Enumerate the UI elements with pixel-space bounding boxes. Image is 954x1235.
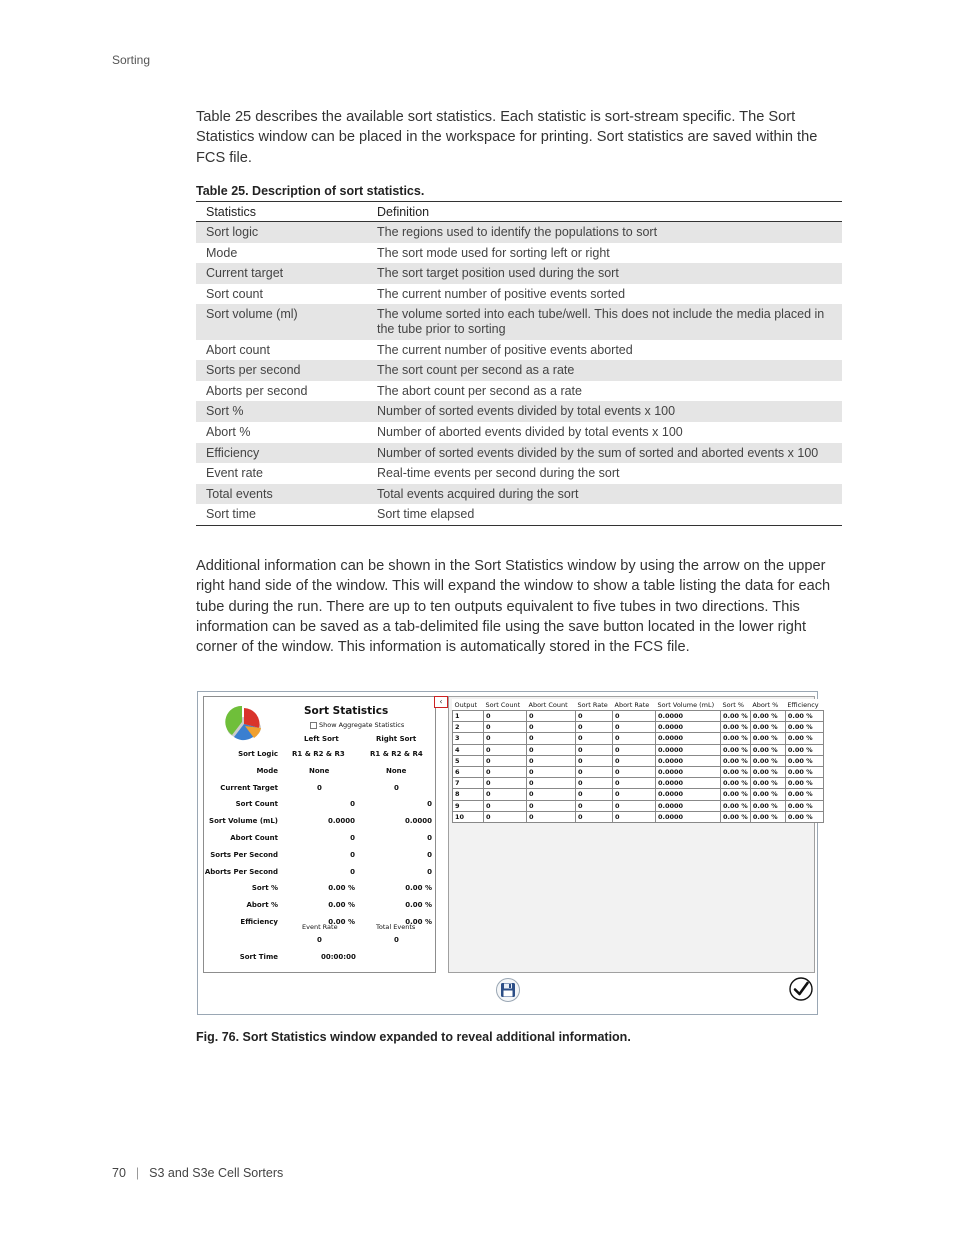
right-sort-value: 0.0000 (404, 817, 432, 825)
figure-caption: Fig. 76. Sort Statistics window expanded to reveal additional information. (196, 1030, 631, 1044)
left-sort-header: Left Sort (304, 735, 339, 743)
right-sort-value: None (386, 767, 407, 775)
output-cell: 0 (484, 711, 527, 722)
pie-chart-icon (224, 704, 264, 744)
table-row (196, 284, 842, 305)
output-cell: 0 (613, 778, 656, 789)
output-cell: 0.0000 (656, 722, 721, 733)
output-cell: 0.0000 (656, 733, 721, 744)
output-cell: 0.0000 (656, 811, 721, 822)
stat-label: Efficiency (240, 918, 278, 926)
statistic-cell: Current target (196, 263, 367, 284)
output-cell: 6 (453, 766, 484, 777)
output-cell: 0 (613, 811, 656, 822)
checkmark-icon[interactable] (789, 977, 813, 1001)
table-header-row (196, 202, 842, 222)
output-cell: 0.00 % (721, 722, 751, 733)
sort-time-label: Sort Time (239, 953, 278, 961)
footer-product: S3 and S3e Cell Sorters (149, 1166, 284, 1180)
definition-cell: The regions used to identify the populations to sort (367, 222, 842, 243)
output-row (453, 722, 824, 733)
output-cell: 0 (613, 722, 656, 733)
output-cell: 0.00 % (785, 711, 823, 722)
second-paragraph: Additional information can be shown in the Sort Statistics window by using the arrow on the upper right hand side of the window. This will expand the window to show a table listing the data for each tube during the run. There are up to ten outputs equivalent to five tubes in two directions. This information can be saved as a tab-delimited file using the save button located in the lower right corner of the window. This information is automatically stored in the FCS file. (196, 558, 831, 656)
output-cell: 0.00 % (785, 733, 823, 744)
table-row (196, 340, 842, 361)
output-cell: 0.00 % (721, 744, 751, 755)
output-row (453, 711, 824, 722)
left-sort-value: 0.00 % (328, 918, 355, 926)
stat-label: Sort Volume (mL) (209, 817, 278, 825)
output-column-header: Sort Count (484, 699, 527, 711)
output-cell: 0 (576, 778, 613, 789)
output-cell: 5 (453, 755, 484, 766)
output-cell: 0.00 % (785, 755, 823, 766)
right-sort-value: R1 & R2 & R4 (370, 750, 423, 758)
right-sort-value: 0.00 % (405, 901, 432, 909)
output-cell: 0.0000 (656, 778, 721, 789)
right-sort-value: 0 (427, 868, 432, 876)
output-cell: 0 (484, 733, 527, 744)
output-row (453, 811, 824, 822)
output-cell: 0 (484, 811, 527, 822)
output-cell: 0 (484, 789, 527, 800)
definition-cell: The current number of positive events aborted (377, 342, 633, 357)
output-column-header: Sort Volume (mL) (656, 699, 721, 711)
table-row (196, 484, 842, 505)
left-sort-value: 0.0000 (327, 817, 355, 825)
collapse-arrow-button[interactable]: ‹ (434, 696, 448, 708)
output-cell: 0 (527, 800, 576, 811)
output-row (453, 766, 824, 777)
event-rate-value: 0 (317, 936, 322, 944)
output-cell: 0 (484, 778, 527, 789)
statistic-cell: Abort count (206, 342, 270, 357)
definition-cell: The current number of positive events sorted (377, 286, 626, 301)
output-column-header: Efficiency (785, 699, 823, 711)
output-cell: 0.00 % (750, 733, 785, 744)
output-cell: 0.00 % (750, 722, 785, 733)
table-row (196, 401, 842, 422)
output-table (452, 699, 824, 823)
output-row (453, 789, 824, 800)
output-cell: 0.00 % (721, 733, 751, 744)
floppy-disk-icon[interactable] (496, 978, 520, 1002)
total-events-value: 0 (394, 936, 399, 944)
show-aggregate-label: Show Aggregate Statistics (319, 721, 405, 729)
output-cell: 0 (576, 789, 613, 800)
stat-label: Mode (256, 767, 278, 775)
output-cell: 0.00 % (721, 789, 751, 800)
definition-cell: Number of sorted events divided by the sum of sorted and aborted events x 100 (367, 443, 842, 464)
output-cell: 0.00 % (750, 744, 785, 755)
left-sort-value: 0 (317, 784, 322, 792)
output-cell: 0.00 % (721, 711, 751, 722)
output-cell: 0.00 % (721, 766, 751, 777)
left-sort-value: 0 (350, 868, 355, 876)
output-cell: 0 (527, 755, 576, 766)
statistic-cell: Aborts per second (206, 383, 308, 398)
definition-cell: The sort target position used during the sort (367, 263, 842, 284)
definition-cell: The sort count per second as a rate (367, 360, 842, 381)
footer-separator: | (135, 1166, 140, 1180)
output-header-row (453, 699, 824, 711)
output-cell: 0 (527, 722, 576, 733)
output-cell: 0 (613, 800, 656, 811)
output-cell: 0.00 % (785, 789, 823, 800)
statistic-cell: Sort time (206, 507, 257, 522)
sort-statistics-window (197, 691, 818, 1015)
output-cell: 9 (453, 800, 484, 811)
right-sort-value: 0.00 % (405, 918, 432, 926)
output-cell: 0.0000 (656, 755, 721, 766)
output-cell: 0.00 % (785, 778, 823, 789)
sort-statistics-table (196, 201, 842, 526)
output-column-header: Abort % (750, 699, 785, 711)
output-row (453, 744, 824, 755)
output-cell: 0 (527, 744, 576, 755)
intro-paragraph: Table 25 describes the available sort statistics. Each statistic is sort-stream specific. The Sort Statistics window can be placed in the workspace for printing. Sort statistics are saved within the FCS file. (196, 109, 818, 166)
output-cell: 0.00 % (721, 800, 751, 811)
output-cell: 0.00 % (750, 755, 785, 766)
stat-label: Current Target (220, 784, 278, 792)
output-column-header: Output (453, 699, 484, 711)
output-cell: 0.00 % (750, 778, 785, 789)
page-number: 70 (112, 1166, 126, 1180)
output-cell: 0 (576, 811, 613, 822)
table-row (196, 222, 842, 243)
output-cell: 0.00 % (721, 755, 751, 766)
output-column-header: Sort % (721, 699, 751, 711)
output-row (453, 778, 824, 789)
output-cell: 0.00 % (785, 811, 823, 822)
output-cell: 8 (453, 789, 484, 800)
statistic-cell: Sorts per second (196, 360, 367, 381)
output-cell: 0 (484, 800, 527, 811)
statistic-cell: Sort % (196, 401, 367, 422)
left-sort-value: 0 (350, 851, 355, 859)
statistic-cell: Total events (196, 484, 367, 505)
output-column-header: Sort Rate (576, 699, 613, 711)
output-cell: 4 (453, 744, 484, 755)
output-cell: 0.0000 (656, 766, 721, 777)
output-cell: 0 (613, 766, 656, 777)
output-cell: 0 (484, 722, 527, 733)
right-sort-value: 0 (427, 800, 432, 808)
left-sort-value: 0.00 % (328, 884, 355, 892)
right-sort-value: 0.00 % (405, 884, 432, 892)
output-cell: 7 (453, 778, 484, 789)
output-cell: 0.00 % (785, 722, 823, 733)
right-sort-header: Right Sort (376, 735, 417, 743)
output-row (453, 800, 824, 811)
output-cell: 0 (576, 733, 613, 744)
output-cell: 0.00 % (721, 778, 751, 789)
summary-panel (203, 696, 436, 973)
running-header: Sorting (112, 53, 151, 67)
output-cell: 0 (527, 789, 576, 800)
stat-label: Sort Logic (238, 750, 278, 758)
output-cell: 0 (613, 755, 656, 766)
table-caption: Table 25. Description of sort statistics. (196, 184, 425, 198)
output-cell: 0 (484, 766, 527, 777)
output-cell: 3 (453, 733, 484, 744)
left-sort-value: 0.00 % (328, 901, 355, 909)
definition-cell: Number of aborted events divided by total events x 100 (377, 424, 683, 439)
stat-label: Sorts Per Second (210, 851, 278, 859)
table-row (196, 360, 842, 381)
statistic-cell: Abort % (206, 424, 251, 439)
table-row (196, 304, 842, 339)
output-cell: 0 (527, 766, 576, 777)
output-cell: 0 (576, 766, 613, 777)
output-cell: 0.00 % (750, 811, 785, 822)
window-title: Sort Statistics (304, 705, 389, 717)
statistic-cell: Event rate (206, 466, 263, 481)
statistic-cell: Efficiency (196, 443, 367, 464)
output-cell: 1 (453, 711, 484, 722)
output-cell: 0 (527, 733, 576, 744)
statistic-cell: Sort count (206, 286, 263, 301)
statistic-cell: Sort logic (196, 222, 367, 243)
left-sort-value: None (309, 767, 330, 775)
event-rate-label: Event Rate (302, 923, 338, 931)
stat-label: Aborts Per Second (204, 868, 278, 876)
output-cell: 0.00 % (750, 766, 785, 777)
output-cell: 0 (576, 711, 613, 722)
definition-cell: Total events acquired during the sort (367, 484, 842, 505)
stat-label: Abort Count (230, 834, 278, 842)
output-cell: 0 (613, 711, 656, 722)
output-column-header: Abort Rate (613, 699, 656, 711)
output-cell: 0.00 % (750, 789, 785, 800)
definition-cell: The abort count per second as a rate (377, 383, 582, 398)
output-cell: 0 (613, 744, 656, 755)
stat-label: Sort Count (235, 800, 278, 808)
table-row (196, 243, 842, 264)
output-cell: 0.00 % (750, 800, 785, 811)
output-cell: 0 (576, 722, 613, 733)
table-row (196, 422, 842, 443)
output-row (453, 733, 824, 744)
output-cell: 0 (527, 711, 576, 722)
definition-cell: Number of sorted events divided by total events x 100 (367, 401, 842, 422)
total-events-label: Total Events (376, 923, 416, 931)
definition-cell: Real-time events per second during the sort (377, 466, 620, 481)
output-cell: 0.0000 (656, 800, 721, 811)
table-body (196, 222, 842, 526)
show-aggregate-checkbox[interactable] (310, 721, 404, 729)
output-cell: 0 (484, 755, 527, 766)
statistic-cell: Sort volume (ml) (196, 304, 367, 339)
output-row (453, 755, 824, 766)
table-row (196, 463, 842, 484)
stat-label: Abort % (246, 901, 278, 909)
output-cell: 0.00 % (785, 766, 823, 777)
checkbox-box[interactable] (310, 722, 317, 729)
output-cell: 0 (613, 733, 656, 744)
header-definition: Definition (367, 202, 842, 222)
output-cell: 0 (613, 789, 656, 800)
output-cell: 0 (576, 755, 613, 766)
table-row (196, 443, 842, 464)
definition-cell: The volume sorted into each tube/well. This does not include the media placed in the tube prior to sorting (367, 304, 842, 339)
output-details-panel (448, 696, 819, 973)
output-cell: 0.0000 (656, 711, 721, 722)
output-table-body (453, 711, 824, 823)
table-row (196, 381, 842, 402)
right-sort-value: 0 (427, 851, 432, 859)
output-cell: 2 (453, 722, 484, 733)
output-cell: 0 (527, 811, 576, 822)
output-cell: 10 (453, 811, 484, 822)
output-cell: 0 (527, 778, 576, 789)
left-sort-value: 0 (350, 800, 355, 808)
table-row (196, 263, 842, 284)
left-sort-value: R1 & R2 & R3 (292, 750, 345, 758)
output-cell: 0.0000 (656, 744, 721, 755)
right-sort-value: 0 (394, 784, 399, 792)
output-cell: 0.00 % (721, 811, 751, 822)
output-cell: 0.00 % (785, 800, 823, 811)
output-cell: 0.00 % (750, 711, 785, 722)
table-row (196, 504, 842, 525)
output-cell: 0 (484, 744, 527, 755)
stat-label: Sort % (251, 884, 278, 892)
definition-cell: Sort time elapsed (377, 507, 475, 522)
output-cell: 0 (576, 800, 613, 811)
output-cell: 0 (576, 744, 613, 755)
header-statistics: Statistics (196, 202, 367, 222)
statistic-cell: Mode (206, 245, 238, 260)
right-sort-value: 0 (427, 834, 432, 842)
left-sort-value: 0 (350, 834, 355, 842)
output-cell: 0.0000 (656, 789, 721, 800)
page-footer (112, 1166, 283, 1180)
definition-cell: The sort mode used for sorting left or right (377, 245, 610, 260)
output-cell: 0.00 % (785, 744, 823, 755)
output-column-header: Abort Count (527, 699, 576, 711)
sort-time-value: 00:00:00 (321, 953, 356, 961)
